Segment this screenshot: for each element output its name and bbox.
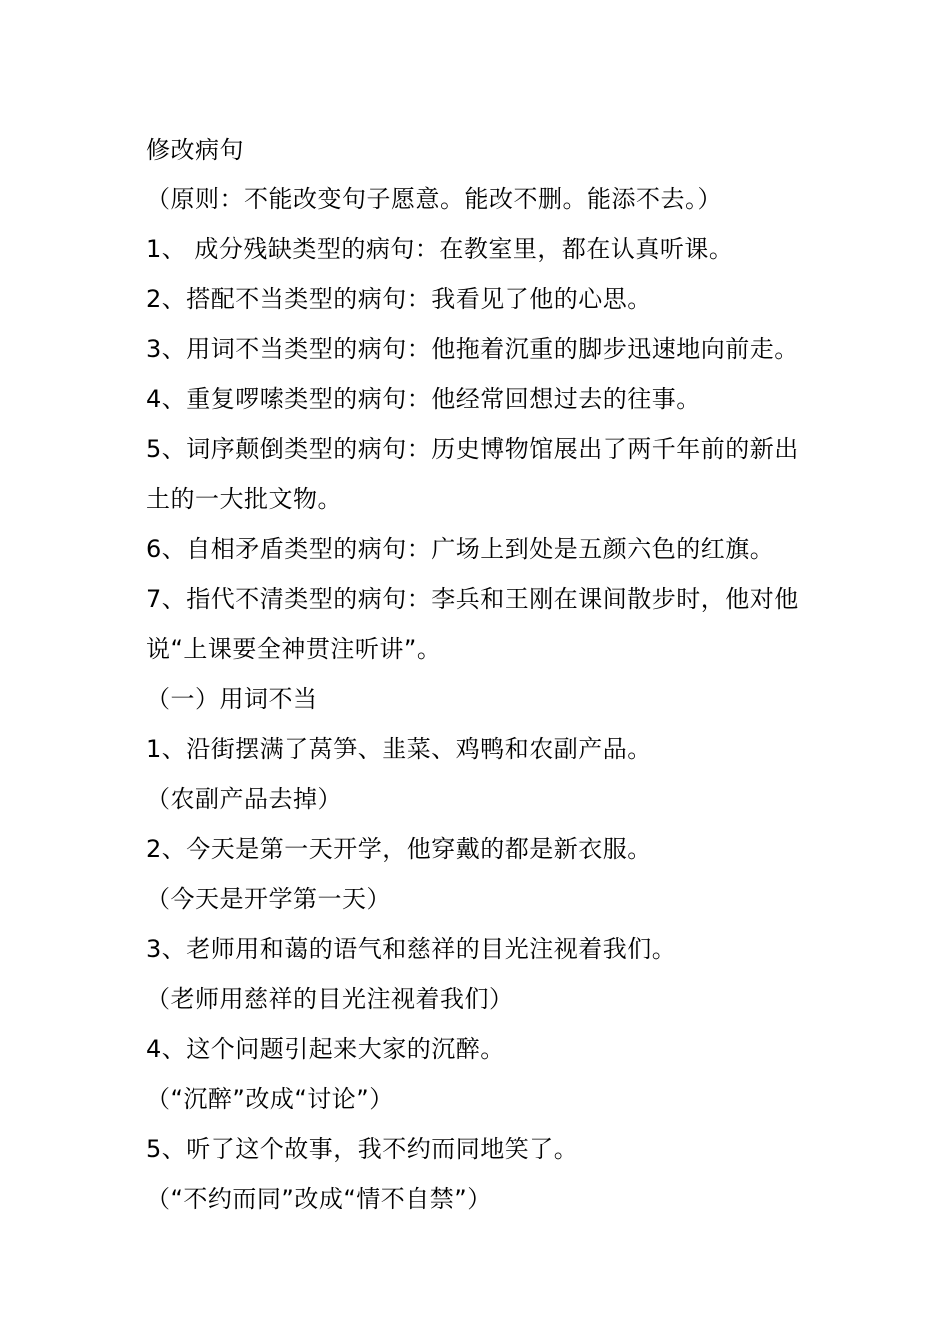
section-heading: （一）用词不当: [146, 685, 318, 713]
document-title: 修改病句: [146, 136, 244, 164]
exercise-answer: （“不约而同”改成“情不自禁”）: [146, 1185, 492, 1213]
type-line: 6、自相矛盾类型的病句：广场上到处是五颜六色的红旗。: [146, 535, 775, 563]
exercise-sentence: 4、这个问题引起来大家的沉醉。: [146, 1035, 505, 1063]
exercise-sentence: 2、今天是第一天开学，他穿戴的都是新衣服。: [146, 835, 652, 863]
exercise-sentence: 1、沿街摆满了莴笋、韭菜、鸡鸭和农副产品。: [146, 735, 652, 763]
exercise-sentence: 3、老师用和蔼的语气和慈祥的目光注视着我们。: [146, 935, 677, 963]
type-line: 2、搭配不当类型的病句：我看见了他的心思。: [146, 285, 652, 313]
exercise-sentence: 5、听了这个故事，我不约而同地笑了。: [146, 1135, 579, 1163]
type-line: 7、指代不清类型的病句：李兵和王刚在课间散步时，他对他: [146, 585, 799, 613]
exercise-answer: （“沉醉”改成“讨论”）: [146, 1085, 394, 1113]
type-line: 3、用词不当类型的病句：他拖着沉重的脚步迅速地向前走。: [146, 335, 799, 363]
type-line: 1、 成分残缺类型的病句：在教室里，都在认真听课。: [146, 235, 734, 263]
exercise-answer: （老师用慈祥的目光注视着我们）: [146, 985, 514, 1013]
exercise-answer: （农副产品去掉）: [146, 785, 342, 813]
type-line: 5、词序颠倒类型的病句：历史博物馆展出了两千年前的新出: [146, 435, 799, 463]
principle-note: （原则：不能改变句子愿意。能改不删。能添不去。）: [146, 185, 722, 213]
type-line: 说“上课要全神贯注听讲”。: [146, 635, 442, 663]
type-line: 土的一大批文物。: [146, 485, 342, 513]
type-line: 4、重复啰嗦类型的病句：他经常回想过去的往事。: [146, 385, 701, 413]
exercise-answer: （今天是开学第一天）: [146, 885, 391, 913]
